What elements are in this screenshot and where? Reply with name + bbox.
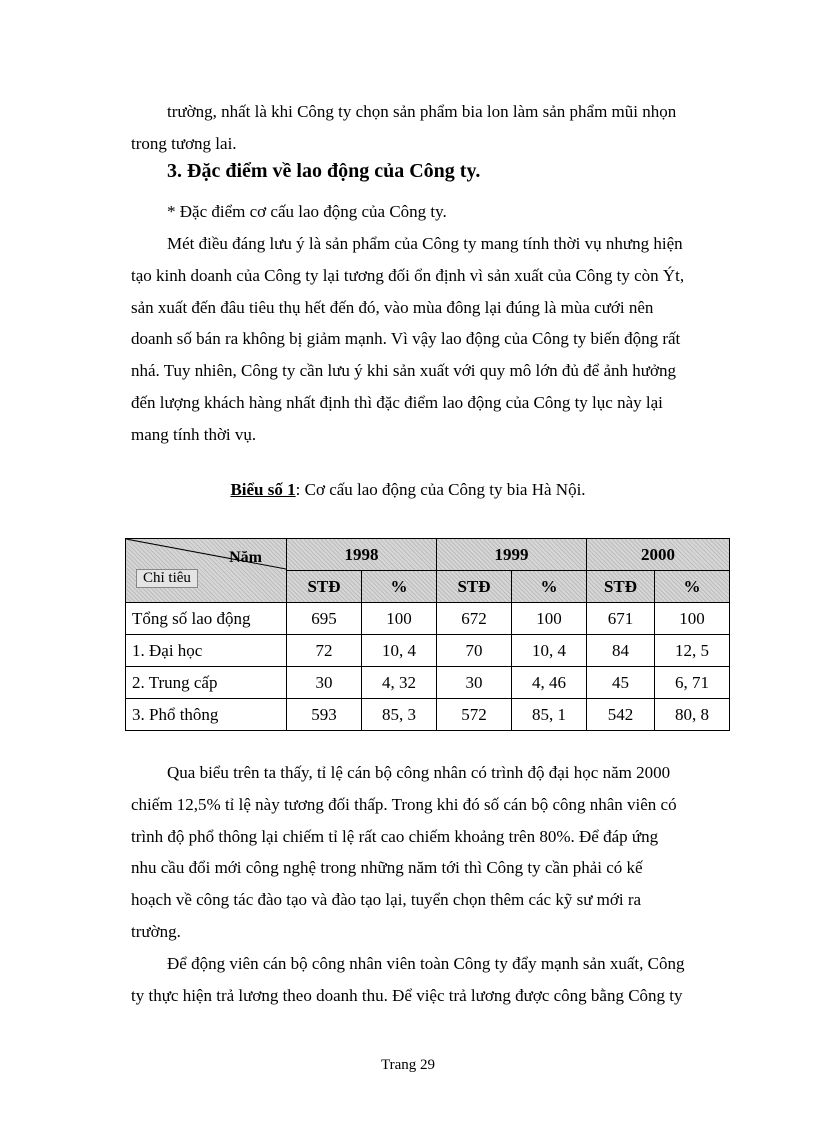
table-row bbox=[126, 699, 730, 731]
text-line: trình độ phổ thông lại chiếm tỉ lệ rất cao chiếm khoảng trên 80%. Để đáp ứng bbox=[131, 826, 659, 846]
caption-text: : Cơ cấu lao động của Công ty bia Hà Nội. bbox=[295, 480, 586, 499]
text-line: chiếm 12,5% tỉ lệ này tương đối thấp. Trong khi đó số cán bộ công nhân viên có bbox=[131, 794, 677, 814]
text-line: Qua biểu trên ta thấy, tỉ lệ cán bộ công nhân có trình độ đại học năm 2000 bbox=[167, 763, 671, 782]
table-cell: 572 bbox=[437, 699, 512, 731]
year-header: 1999 bbox=[437, 539, 587, 571]
subheading: * Đặc điểm cơ cấu lao động của Công ty. bbox=[167, 202, 447, 221]
table-row bbox=[126, 603, 730, 635]
table-caption bbox=[0, 480, 816, 500]
column-header: % bbox=[655, 571, 730, 603]
column-header: % bbox=[362, 571, 437, 603]
table-cell: 6, 71 bbox=[655, 667, 730, 699]
paragraph-1 bbox=[131, 228, 741, 451]
text-line: hoạch về công tác đào tạo và đào tạo lại, tuyển chọn thêm các kỹ sư mới ra bbox=[131, 890, 642, 910]
table-row bbox=[126, 635, 730, 667]
table-cell: 542 bbox=[587, 699, 655, 731]
table-cell: 672 bbox=[437, 603, 512, 635]
row-label: 1. Đại học bbox=[126, 635, 287, 667]
table-cell: 70 bbox=[437, 635, 512, 667]
table-cell: 12, 5 bbox=[655, 635, 730, 667]
text-line: đến lượng khách hàng nhất định thì đặc điểm lao động của Công ty lục này lại bbox=[131, 392, 663, 412]
row-label: Tổng số lao động bbox=[126, 603, 287, 635]
text-line: nhá. Tuy nhiên, Công ty cần lưu ý khi sản xuất với quy mô lớn đủ để ảnh hưởng bbox=[131, 361, 676, 381]
corner-indicator-label: Chỉ tiêu bbox=[136, 569, 198, 588]
subheading-paragraph bbox=[131, 196, 741, 228]
table-cell: 30 bbox=[437, 667, 512, 699]
paragraph-3 bbox=[131, 948, 741, 1012]
table-header-row bbox=[126, 539, 730, 571]
text-line: ty thực hiện trả lương theo doanh thu. Để việc trả lương được công bằng Công ty bbox=[131, 985, 683, 1005]
row-label: 2. Trung cấp bbox=[126, 667, 287, 699]
intro-paragraph bbox=[131, 96, 741, 160]
table-cell: 100 bbox=[362, 603, 437, 635]
paragraph-2 bbox=[131, 757, 741, 948]
text-line: trường, nhất là khi Công ty chọn sản phẩm bia lon làm sản phẩm mũi nhọn bbox=[167, 102, 677, 121]
page-number: Trang 29 bbox=[380, 1057, 436, 1073]
table-cell: 4, 32 bbox=[362, 667, 437, 699]
text-line: doanh số bán ra không bị giảm mạnh. Vì vậy lao động của Công ty biến động rất bbox=[131, 329, 681, 349]
text-line: mang tính thời vụ. bbox=[131, 424, 257, 444]
column-header: STĐ bbox=[437, 571, 512, 603]
table-cell: 671 bbox=[587, 603, 655, 635]
table-cell: 695 bbox=[287, 603, 362, 635]
table-cell: 85, 3 bbox=[362, 699, 437, 731]
table-cell: 100 bbox=[512, 603, 587, 635]
year-header: 2000 bbox=[587, 539, 730, 571]
table-cell: 10, 4 bbox=[512, 635, 587, 667]
corner-year-label: Năm bbox=[229, 549, 262, 566]
text-line: Mét điều đáng lưu ý là sản phẩm của Công ty mang tính thời vụ nhưng hiện bbox=[167, 234, 683, 253]
column-header: STĐ bbox=[287, 571, 362, 603]
table-cell: 30 bbox=[287, 667, 362, 699]
table-cell: 80, 8 bbox=[655, 699, 730, 731]
text-line: tạo kinh doanh của Công ty lại tương đối ổn định vì sản xuất của Công ty còn Ýt, bbox=[131, 265, 685, 285]
text-line: sản xuất đến đâu tiêu thụ hết đến đó, vào mùa đông lại đúng là mùa cưới nên bbox=[131, 297, 654, 317]
text-line: Để động viên cán bộ công nhân viên toàn Công ty đẩy mạnh sản xuất, Công bbox=[167, 954, 685, 973]
table-cell: 593 bbox=[287, 699, 362, 731]
caption-prefix: Biểu số 1 bbox=[230, 480, 296, 499]
table-cell: 85, 1 bbox=[512, 699, 587, 731]
year-header: 1998 bbox=[287, 539, 437, 571]
table-cell: 45 bbox=[587, 667, 655, 699]
section-heading: 3. Đặc điểm về lao động của Công ty. bbox=[167, 160, 481, 182]
table-cell: 100 bbox=[655, 603, 730, 635]
table-cell: 84 bbox=[587, 635, 655, 667]
column-header: % bbox=[512, 571, 587, 603]
labor-structure-table bbox=[125, 538, 730, 731]
table-cell: 72 bbox=[287, 635, 362, 667]
row-label: 3. Phổ thông bbox=[126, 699, 287, 731]
text-line: trong tương lai. bbox=[131, 133, 237, 153]
table-cell: 10, 4 bbox=[362, 635, 437, 667]
text-line: trường. bbox=[131, 921, 181, 941]
column-header: STĐ bbox=[587, 571, 655, 603]
table-row bbox=[126, 667, 730, 699]
text-line: nhu cầu đổi mới công nghệ trong những năm tới thì Công ty cần phải có kế bbox=[131, 858, 643, 878]
table-corner-cell bbox=[126, 539, 287, 603]
table-cell: 4, 46 bbox=[512, 667, 587, 699]
